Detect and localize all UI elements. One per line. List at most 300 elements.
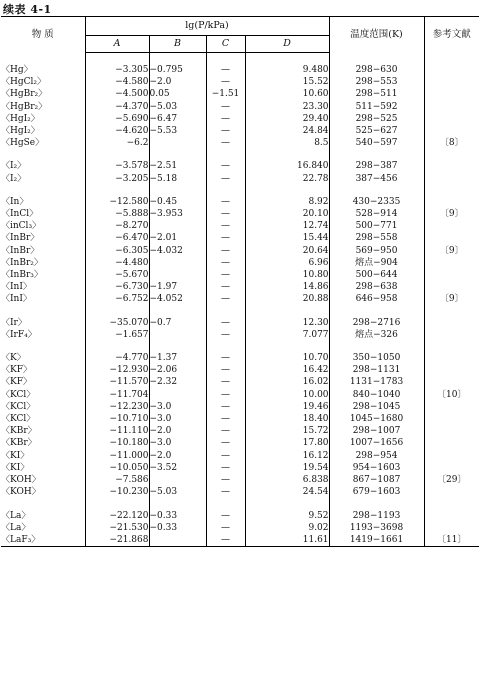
cell-temp-range: 1193−3698 xyxy=(329,522,424,534)
cell-b: −3.0 xyxy=(149,413,206,425)
spacer-cell xyxy=(149,149,206,160)
table-row xyxy=(1,352,479,364)
cell-d: 9.02 xyxy=(245,522,329,534)
cell-temp-range: 387−456 xyxy=(329,173,424,185)
table-row xyxy=(1,137,479,149)
table-row xyxy=(1,196,479,208)
cell-a: −6.2 xyxy=(85,137,149,149)
cell-b: −0.7 xyxy=(149,317,206,329)
cell-d: 20.64 xyxy=(245,245,329,257)
cell-c: — xyxy=(206,486,245,498)
cell-formula: 〈HgCl₂〉 xyxy=(1,76,85,88)
group-spacer xyxy=(1,341,479,352)
cell-d: 9.52 xyxy=(245,510,329,522)
cell-reference xyxy=(424,413,479,425)
table-row xyxy=(1,64,479,76)
cell-c: — xyxy=(206,293,245,305)
cell-c: — xyxy=(206,281,245,293)
header-col-d: D xyxy=(245,36,329,53)
cell-c: — xyxy=(206,317,245,329)
cell-reference xyxy=(424,352,479,364)
cell-a: −4.770 xyxy=(85,352,149,364)
cell-c: — xyxy=(206,232,245,244)
cell-reference xyxy=(424,425,479,437)
cell-a: −3.205 xyxy=(85,173,149,185)
cell-a: −11.110 xyxy=(85,425,149,437)
cell-temp-range: 679−1603 xyxy=(329,486,424,498)
cell-b xyxy=(149,329,206,341)
table-row xyxy=(1,413,479,425)
group-spacer xyxy=(1,306,479,317)
spacer-cell xyxy=(1,499,85,510)
cell-b: −3.0 xyxy=(149,437,206,449)
cell-a: −10.230 xyxy=(85,486,149,498)
cell-reference xyxy=(424,101,479,113)
spacer-cell xyxy=(424,499,479,510)
header-lgp-group: lg(P/kPa) xyxy=(85,17,329,36)
table-row xyxy=(1,486,479,498)
table-row xyxy=(1,101,479,113)
cell-b: −2.51 xyxy=(149,160,206,172)
cell-d: 14.86 xyxy=(245,281,329,293)
cell-b: −5.53 xyxy=(149,125,206,137)
cell-reference xyxy=(424,88,479,100)
cell-a: −10.050 xyxy=(85,462,149,474)
cell-d: 10.70 xyxy=(245,352,329,364)
cell-formula: 〈KCl〉 xyxy=(1,413,85,425)
cell-b: −5.18 xyxy=(149,173,206,185)
cell-formula: 〈InBr₃〉 xyxy=(1,269,85,281)
cell-formula: 〈HgI₂〉 xyxy=(1,113,85,125)
cell-formula: 〈KOH〉 xyxy=(1,486,85,498)
cell-temp-range: 熔点−326 xyxy=(329,329,424,341)
cell-b xyxy=(149,257,206,269)
cell-c: — xyxy=(206,196,245,208)
cell-temp-range: 298−387 xyxy=(329,160,424,172)
table-row xyxy=(1,173,479,185)
cell-b xyxy=(149,534,206,547)
cell-b: −0.45 xyxy=(149,196,206,208)
group-spacer xyxy=(1,185,479,196)
cell-temp-range: 511−592 xyxy=(329,101,424,113)
spacer-cell xyxy=(206,53,245,65)
cell-a: −6.470 xyxy=(85,232,149,244)
cell-b: 0.05 xyxy=(149,88,206,100)
cell-reference xyxy=(424,173,479,185)
cell-temp-range: 430−2335 xyxy=(329,196,424,208)
spacer-cell xyxy=(245,185,329,196)
spacer-cell xyxy=(245,149,329,160)
cell-b: −4.052 xyxy=(149,293,206,305)
cell-c: — xyxy=(206,437,245,449)
cell-formula: 〈KCl〉 xyxy=(1,389,85,401)
table-row xyxy=(1,522,479,534)
cell-temp-range: 569−950 xyxy=(329,245,424,257)
cell-c: — xyxy=(206,534,245,547)
cell-c: — xyxy=(206,160,245,172)
table-row xyxy=(1,425,479,437)
cell-formula: 〈LaF₃〉 xyxy=(1,534,85,547)
cell-c: — xyxy=(206,125,245,137)
group-spacer xyxy=(1,53,479,65)
cell-reference: 〔9〕 xyxy=(439,294,464,305)
table-row xyxy=(1,113,479,125)
cell-temp-range: 298−2716 xyxy=(329,317,424,329)
cell-temp-range: 1131−1783 xyxy=(329,376,424,388)
cell-reference xyxy=(424,450,479,462)
cell-a: −4.500 xyxy=(85,88,149,100)
cell-d: 6.96 xyxy=(245,257,329,269)
spacer-cell xyxy=(329,185,424,196)
cell-d: 23.30 xyxy=(245,101,329,113)
spacer-cell xyxy=(1,53,85,65)
cell-formula: 〈InCl〉 xyxy=(1,208,85,220)
cell-b: −0.33 xyxy=(149,510,206,522)
spacer-cell xyxy=(329,306,424,317)
cell-reference xyxy=(424,269,479,281)
cell-formula: 〈KCl〉 xyxy=(1,401,85,413)
cell-d: 19.54 xyxy=(245,462,329,474)
header-references: 参考文献 xyxy=(424,17,479,53)
cell-reference: 〔11〕 xyxy=(424,534,479,547)
table-row xyxy=(1,474,479,486)
cell-d: 10.00 xyxy=(245,389,329,401)
spacer-cell xyxy=(245,499,329,510)
cell-c: — xyxy=(206,329,245,341)
cell-b: −2.0 xyxy=(149,450,206,462)
cell-reference: 〔10〕 xyxy=(437,389,467,400)
cell-d: 10.80 xyxy=(245,269,329,281)
spacer-cell xyxy=(149,499,206,510)
cell-a: −10.180 xyxy=(85,437,149,449)
cell-temp-range: 350−1050 xyxy=(329,352,424,364)
spacer-cell xyxy=(245,341,329,352)
cell-reference xyxy=(424,76,479,88)
spacer-cell xyxy=(85,306,149,317)
cell-b: −3.52 xyxy=(149,462,206,474)
cell-c: — xyxy=(206,113,245,125)
cell-b: −6.47 xyxy=(149,113,206,125)
table-row xyxy=(1,317,479,329)
spacer-cell xyxy=(424,306,479,317)
cell-temp-range: 528−914 xyxy=(329,208,424,220)
cell-c: — xyxy=(206,257,245,269)
cell-reference xyxy=(424,376,479,388)
cell-b: −3.953 xyxy=(149,208,206,220)
cell-c: — xyxy=(206,401,245,413)
cell-d: 29.40 xyxy=(245,113,329,125)
table-row xyxy=(1,76,479,88)
cell-formula: 〈HgSe〉 xyxy=(1,137,85,149)
cell-formula: 〈La〉 xyxy=(1,522,85,534)
cell-temp-range: 298−525 xyxy=(329,113,424,125)
cell-a: −12.580 xyxy=(85,196,149,208)
spacer-cell xyxy=(1,185,85,196)
spacer-cell xyxy=(245,53,329,65)
cell-b: −0.33 xyxy=(149,522,206,534)
table-row xyxy=(1,160,479,172)
cell-formula: 〈HgI₂〉 xyxy=(1,125,85,137)
spacer-cell xyxy=(149,306,206,317)
cell-d: 6.838 xyxy=(245,474,329,486)
cell-c: — xyxy=(206,173,245,185)
vapor-pressure-table xyxy=(1,16,479,547)
cell-a: −10.710 xyxy=(85,413,149,425)
cell-reference: 〔9〕 xyxy=(439,245,464,256)
cell-formula: 〈inCl₃〉 xyxy=(1,220,85,232)
cell-formula: 〈I₂〉 xyxy=(1,160,85,172)
cell-formula: 〈HgBr₂〉 xyxy=(1,101,85,113)
cell-a: −11.570 xyxy=(85,376,149,388)
cell-b: −2.0 xyxy=(149,425,206,437)
cell-formula: 〈InBr〉 xyxy=(1,245,85,257)
cell-temp-range: 500−771 xyxy=(329,220,424,232)
cell-b xyxy=(149,474,206,486)
cell-reference xyxy=(424,196,479,208)
cell-formula: 〈KI〉 xyxy=(1,462,85,474)
cell-b: −0.795 xyxy=(149,64,206,76)
cell-d: 12.74 xyxy=(245,220,329,232)
spacer-cell xyxy=(149,341,206,352)
cell-c: — xyxy=(206,101,245,113)
table-row xyxy=(1,389,479,401)
cell-temp-range: 298−954 xyxy=(329,450,424,462)
spacer-cell xyxy=(424,53,479,65)
cell-formula: 〈KOH〉 xyxy=(1,474,85,486)
cell-reference xyxy=(424,281,479,293)
cell-d: 18.40 xyxy=(245,413,329,425)
cell-temp-range: 1007−1656 xyxy=(329,437,424,449)
cell-formula: 〈KI〉 xyxy=(1,450,85,462)
cell-d: 22.78 xyxy=(245,173,329,185)
cell-formula: 〈InI〉 xyxy=(1,281,85,293)
cell-formula: 〈Ir〉 xyxy=(1,317,85,329)
cell-d: 19.46 xyxy=(245,401,329,413)
cell-reference xyxy=(424,125,479,137)
table-row xyxy=(1,462,479,474)
cell-d: 9.480 xyxy=(245,64,329,76)
cell-d: 8.5 xyxy=(245,137,329,149)
cell-temp-range: 646−958 xyxy=(329,293,424,305)
spacer-cell xyxy=(329,341,424,352)
cell-d: 16.840 xyxy=(245,160,329,172)
cell-d: 12.30 xyxy=(245,317,329,329)
cell-a: −35.070 xyxy=(85,317,149,329)
table-row xyxy=(1,125,479,137)
spacer-cell xyxy=(245,306,329,317)
cell-a: −11.704 xyxy=(85,389,149,401)
cell-temp-range: 298−558 xyxy=(329,232,424,244)
cell-d: 24.54 xyxy=(245,486,329,498)
table-row xyxy=(1,232,479,244)
cell-a: −5.690 xyxy=(85,113,149,125)
cell-formula: 〈KBr〉 xyxy=(1,425,85,437)
cell-a: −1.657 xyxy=(85,329,149,341)
cell-temp-range: 867−1087 xyxy=(329,474,424,486)
cell-d: 15.72 xyxy=(245,425,329,437)
cell-a: −4.580 xyxy=(85,76,149,88)
cell-temp-range: 298−1045 xyxy=(329,401,424,413)
cell-b xyxy=(149,137,206,149)
cell-temp-range: 298−630 xyxy=(329,64,424,76)
cell-temp-range: 840−1040 xyxy=(329,389,424,401)
cell-d: 15.44 xyxy=(245,232,329,244)
table-row xyxy=(1,281,479,293)
cell-b: −5.03 xyxy=(149,101,206,113)
cell-formula: 〈InBr〉 xyxy=(1,232,85,244)
spacer-cell xyxy=(1,149,85,160)
cell-a: −8.270 xyxy=(85,220,149,232)
cell-temp-range: 298−638 xyxy=(329,281,424,293)
group-spacer xyxy=(1,149,479,160)
spacer-cell xyxy=(329,53,424,65)
cell-c: — xyxy=(206,64,245,76)
header-temp-range: 温度范围(K) xyxy=(329,17,424,53)
cell-temp-range: 1419−1661 xyxy=(329,534,424,547)
spacer-cell xyxy=(149,185,206,196)
cell-reference xyxy=(424,160,479,172)
cell-reference xyxy=(424,329,479,341)
table-row xyxy=(1,510,479,522)
cell-formula: 〈InI〉 xyxy=(1,293,85,305)
table-body xyxy=(1,53,479,547)
spacer-cell xyxy=(424,149,479,160)
cell-c: — xyxy=(206,137,245,149)
spacer-cell xyxy=(206,341,245,352)
cell-temp-range: 298−553 xyxy=(329,76,424,88)
cell-c: — xyxy=(206,450,245,462)
cell-a: −22.120 xyxy=(85,510,149,522)
table-row xyxy=(1,293,479,305)
cell-a: −4.370 xyxy=(85,101,149,113)
cell-d: 16.42 xyxy=(245,364,329,376)
cell-b: −2.06 xyxy=(149,364,206,376)
cell-formula: 〈HgBr₂〉 xyxy=(1,88,85,100)
cell-d: 11.61 xyxy=(245,534,329,547)
cell-c: — xyxy=(206,208,245,220)
cell-a: −11.000 xyxy=(85,450,149,462)
table-row xyxy=(1,220,479,232)
cell-reference xyxy=(424,401,479,413)
cell-c: — xyxy=(206,352,245,364)
cell-reference xyxy=(424,232,479,244)
cell-formula: 〈IrF₄〉 xyxy=(1,329,85,341)
cell-c: — xyxy=(206,364,245,376)
cell-formula: 〈InBr₂〉 xyxy=(1,257,85,269)
cell-c: — xyxy=(206,220,245,232)
header-col-c: C xyxy=(206,36,245,53)
spacer-cell xyxy=(85,53,149,65)
cell-a: −12.930 xyxy=(85,364,149,376)
cell-reference: 〔9〕 xyxy=(439,209,464,220)
cell-formula: 〈KBr〉 xyxy=(1,437,85,449)
table-row xyxy=(1,437,479,449)
cell-b: −3.0 xyxy=(149,401,206,413)
cell-a: −12.230 xyxy=(85,401,149,413)
spacer-cell xyxy=(149,53,206,65)
cell-d: 17.80 xyxy=(245,437,329,449)
cell-d: 8.92 xyxy=(245,196,329,208)
cell-c: — xyxy=(206,245,245,257)
cell-d: 24.84 xyxy=(245,125,329,137)
cell-formula: 〈La〉 xyxy=(1,510,85,522)
cell-formula: 〈KF〉 xyxy=(1,364,85,376)
group-spacer xyxy=(1,499,479,510)
cell-b: −4.032 xyxy=(149,245,206,257)
cell-a: −5.888 xyxy=(85,208,149,220)
cell-a: −7.586 xyxy=(85,474,149,486)
cell-temp-range: 954−1603 xyxy=(329,462,424,474)
cell-temp-range: 298−1193 xyxy=(329,510,424,522)
table-row xyxy=(1,534,479,547)
header-col-b: B xyxy=(149,36,206,53)
table-row xyxy=(1,450,479,462)
cell-reference xyxy=(424,317,479,329)
cell-temp-range: 540−597 xyxy=(329,137,424,149)
cell-d: 10.60 xyxy=(245,88,329,100)
cell-c: — xyxy=(206,376,245,388)
header-col-a: A xyxy=(85,36,149,53)
cell-a: −5.670 xyxy=(85,269,149,281)
cell-reference: 〔29〕 xyxy=(437,475,467,486)
spacer-cell xyxy=(85,149,149,160)
table-row xyxy=(1,376,479,388)
cell-c: −1.51 xyxy=(206,88,245,100)
header-compound: 物 质 xyxy=(1,17,85,53)
spacer-cell xyxy=(85,499,149,510)
cell-d: 16.02 xyxy=(245,376,329,388)
cell-d: 7.077 xyxy=(245,329,329,341)
cell-formula: 〈Hg〉 xyxy=(1,64,85,76)
cell-reference xyxy=(424,220,479,232)
cell-temp-range: 525−627 xyxy=(329,125,424,137)
table-row xyxy=(1,401,479,413)
cell-b: −2.32 xyxy=(149,376,206,388)
cell-reference: 〔8〕 xyxy=(439,138,464,149)
cell-d: 16.12 xyxy=(245,450,329,462)
cell-reference xyxy=(424,257,479,269)
cell-formula: 〈I₂〉 xyxy=(1,173,85,185)
spacer-cell xyxy=(85,341,149,352)
cell-temp-range: 298−511 xyxy=(329,88,424,100)
cell-c: — xyxy=(206,413,245,425)
cell-a: −6.305 xyxy=(85,245,149,257)
spacer-cell xyxy=(1,306,85,317)
cell-temp-range: 298−1007 xyxy=(329,425,424,437)
cell-c: — xyxy=(206,474,245,486)
cell-c: — xyxy=(206,269,245,281)
cell-a: −3.578 xyxy=(85,160,149,172)
table-row xyxy=(1,329,479,341)
cell-formula: 〈K〉 xyxy=(1,352,85,364)
spacer-cell xyxy=(206,499,245,510)
cell-reference xyxy=(424,364,479,376)
cell-c: — xyxy=(206,76,245,88)
spacer-cell xyxy=(424,341,479,352)
cell-reference xyxy=(424,437,479,449)
cell-c: — xyxy=(206,425,245,437)
cell-formula: 〈KF〉 xyxy=(1,376,85,388)
cell-a: −4.480 xyxy=(85,257,149,269)
cell-temp-range: 1045−1680 xyxy=(329,413,424,425)
cell-formula: 〈In〉 xyxy=(1,196,85,208)
cell-a: −6.752 xyxy=(85,293,149,305)
table-caption: 续表 4-1 xyxy=(3,3,52,16)
spacer-cell xyxy=(1,341,85,352)
cell-reference xyxy=(424,462,479,474)
cell-reference xyxy=(424,64,479,76)
cell-reference xyxy=(424,113,479,125)
